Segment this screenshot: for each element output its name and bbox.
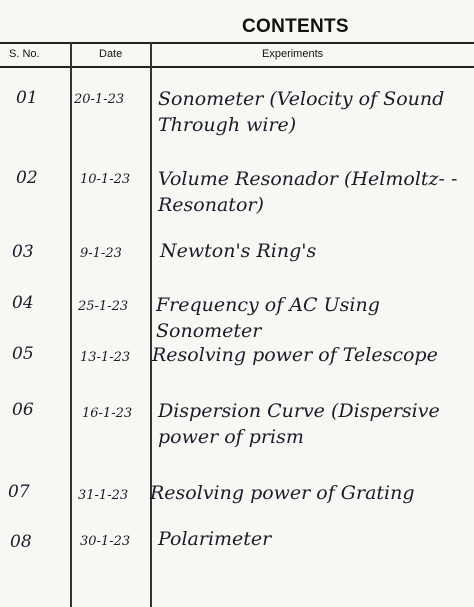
row-3-experiment: Newton's Ring's xyxy=(160,240,317,262)
row-4-date: 25-1-23 xyxy=(78,299,129,314)
page-title: CONTENTS xyxy=(242,16,349,37)
row-1-experiment: Sonometer (Velocity of Sound Through wire) xyxy=(158,88,445,136)
row-7-sno: 07 xyxy=(8,482,30,502)
row-4-experiment: Frequency of AC Using Sonometer xyxy=(156,294,380,342)
row-6-experiment: Dispersion Curve (Dispersive power of prism xyxy=(158,400,440,448)
row-2-experiment: Volume Resonador (Helmoltz- - Resonator) xyxy=(158,168,458,216)
row-3-date: 9-1-23 xyxy=(80,246,122,261)
row-3-sno: 03 xyxy=(12,242,34,262)
row-1-sno: 01 xyxy=(16,88,38,108)
column-header-experiments: Experiments xyxy=(262,48,324,60)
row-7-date: 31-1-23 xyxy=(78,488,129,503)
row-4-sno: 04 xyxy=(12,293,34,313)
row-2-sno: 02 xyxy=(16,168,38,188)
row-8-sno: 08 xyxy=(10,532,32,552)
row-8-experiment: Polarimeter xyxy=(158,528,272,550)
column-header-date: Date xyxy=(99,48,123,60)
row-2-date: 10-1-23 xyxy=(80,172,131,187)
column-divider-date xyxy=(150,42,152,607)
row-7-experiment: Resolving power of Grating xyxy=(150,482,415,504)
row-6-sno: 06 xyxy=(12,400,34,420)
row-5-date: 13-1-23 xyxy=(80,350,131,365)
row-6-date: 16-1-23 xyxy=(82,406,133,421)
row-5-experiment: Resolving power of Telescope xyxy=(152,344,438,366)
row-5-sno: 05 xyxy=(12,344,34,364)
column-header-sno: S. No. xyxy=(9,48,40,60)
column-divider-sno xyxy=(70,42,72,607)
row-8-date: 30-1-23 xyxy=(80,534,131,549)
row-1-date: 20-1-23 xyxy=(74,92,125,107)
